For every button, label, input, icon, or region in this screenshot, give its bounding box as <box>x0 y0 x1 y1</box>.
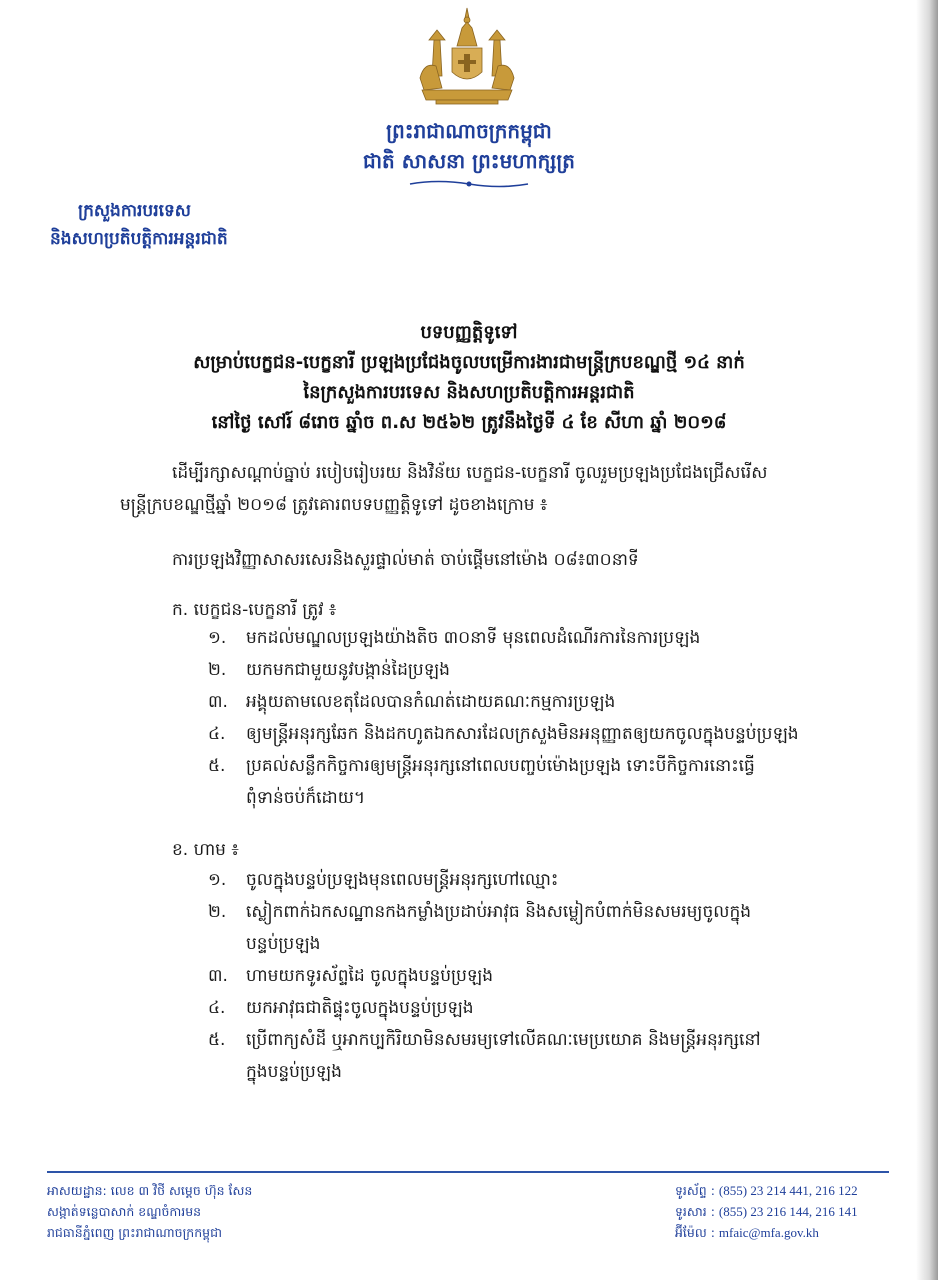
section-b-heading: ខ. ហាម ៖ <box>172 840 239 860</box>
fax-label: ទូរសារ : <box>675 1204 715 1219</box>
exam-date: នៅថ្ងៃ សៅរ៍ ៨រោច ឆ្នាំច ព.ស ២៥៦២ ត្រូវនឹងថ្ងៃទី ៤ ខែ សីហា ឆ្នាំ ២០១៨ <box>211 412 727 433</box>
list-item-number: ១. <box>208 628 227 648</box>
footer-address-line3: រាជធានីភ្នំពេញ ព្រះរាជាណាចក្រកម្ពុជា <box>47 1225 222 1240</box>
kingdom-name: ព្រះរាជាណាចក្រកម្ពុជា <box>386 119 552 143</box>
footer-phone <box>675 1183 858 1202</box>
list-item-number: ៥. <box>208 756 226 776</box>
document-subtitle-line2: នៃក្រសួងការបរទេស និងសហប្រតិបត្តិការអន្តរជាតិ <box>303 382 635 403</box>
list-item: ប្រគល់សន្លឹកកិច្ចការឲ្យមន្ត្រីអនុរក្សនៅពេលបញ្ចប់ម៉ោងប្រឡង ទោះបីកិច្ចការនោះធ្វើ <box>246 756 755 776</box>
national-motto: ជាតិ សាសនា ព្រះមហាក្សត្រ <box>363 149 575 173</box>
ministry-name-line1: ក្រសួងការបរទេស <box>78 201 191 221</box>
footer-divider <box>47 1171 889 1173</box>
document-title: បទបញ្ញត្តិទូទៅ <box>420 322 518 343</box>
ministry-name-line2: និងសហប្រតិបត្តិការអន្តរជាតិ <box>50 229 228 249</box>
list-item: ស្លៀកពាក់ឯកសណ្ឋានកងកម្លាំងប្រដាប់អាវុធ និងសម្លៀកបំពាក់មិនសមរម្យចូលក្នុង <box>246 902 752 922</box>
list-item: ហាមយកទូរស័ព្ទដៃ ចូលក្នុងបន្ទប់ប្រឡង <box>246 966 494 986</box>
list-item: មកដល់មណ្ឌលប្រឡងយ៉ាងតិច ៣០នាទី មុនពេលដំណើរការនៃការប្រឡង <box>246 628 701 648</box>
footer-address-line2: សង្កាត់ទន្លេបាសាក់ ខណ្ឌចំការមន <box>47 1204 202 1219</box>
footer-address-line1: អាសយដ្ឋាន: លេខ ៣ វិថី សម្តេច ហ៊ុន សែន <box>47 1183 253 1198</box>
footer-fax <box>675 1204 858 1223</box>
list-item-number: ១. <box>208 870 227 890</box>
fax-number: (855) 23 216 144, 216 141 <box>718 1204 858 1219</box>
list-item: ប្រើពាក្យសំដី ឬអាកប្បកិរិយាមិនសមរម្យទៅលើគណៈមេប្រយោគ និងមន្ត្រីអនុរក្សនៅ <box>246 1030 761 1050</box>
royal-emblem-icon <box>402 6 532 106</box>
list-item-continuation: ពុំទាន់ចប់ក៏ដោយ។ <box>246 788 366 808</box>
list-item-number: ៤. <box>208 724 226 744</box>
list-item: ចូលក្នុងបន្ទប់ប្រឡងមុនពេលមន្ត្រីអនុរក្សហៅឈ្មោះ <box>246 870 559 890</box>
list-item-number: ២. <box>208 902 227 922</box>
list-item: យកអាវុធជាតិផ្ទុះចូលក្នុងបន្ទប់ប្រឡង <box>246 998 474 1018</box>
list-item-continuation: បន្ទប់ប្រឡង <box>246 934 321 954</box>
list-item-number: ៣. <box>208 966 228 986</box>
exam-start-time: ការប្រឡងវិញ្ញាសាសរសេរនិងសួរផ្ទាល់មាត់ ចាប់ផ្តើមនៅម៉ោង ០៨៖៣០នាទី <box>172 550 639 570</box>
email-address[interactable]: mfaic@mfa.gov.kh <box>718 1225 819 1240</box>
phone-number: (855) 23 214 441, 216 122 <box>718 1183 858 1198</box>
list-item: អង្គុយតាមលេខតុដែលបានកំណត់ដោយគណៈកម្មការប្រឡង <box>246 692 616 712</box>
list-item-number: ៥. <box>208 1030 226 1050</box>
email-label: អ៊ីម៉ែល : <box>675 1225 715 1240</box>
list-item: ឲ្យមន្ត្រីអនុរក្សឆែក និងដកហូតឯកសារដែលក្រសួងមិនអនុញ្ញាតឲ្យយកចូលក្នុងបន្ទប់ប្រឡង <box>246 724 799 744</box>
intro-paragraph-line2: មន្ត្រីក្របខណ្ឌថ្មីឆ្នាំ ២០១៨ ត្រូវគោរពបទបញ្ញត្តិទូទៅ ដូចខាងក្រោម ៖ <box>120 495 548 515</box>
phone-label: ទូរស័ព្ទ : <box>675 1183 715 1198</box>
list-item-number: ៤. <box>208 998 226 1018</box>
list-item: យកមកជាមួយនូវបង្កាន់ដៃប្រឡង <box>246 660 450 680</box>
page-edge-shadow <box>916 0 938 1280</box>
list-item-number: ៣. <box>208 692 228 712</box>
ornament-divider-icon <box>408 178 530 190</box>
footer-email <box>675 1225 819 1244</box>
section-a-heading: ក. បេក្ខជន-បេក្ខនារី ត្រូវ ៖ <box>172 600 337 620</box>
intro-paragraph-line1: ដើម្បីរក្សាសណ្តាប់ធ្នាប់ របៀបរៀបរយ និងវិន័យ បេក្ខជន-បេក្ខនារី ចូលរួមប្រឡងប្រជែងជ្រើសរើស <box>172 463 768 483</box>
list-item-continuation: ក្នុងបន្ទប់ប្រឡង <box>246 1062 342 1082</box>
list-item-number: ២. <box>208 660 227 680</box>
document-subtitle-line1: សម្រាប់បេក្ខជន-បេក្ខនារី ប្រឡងប្រជែងចូលបម្រើការងារជាមន្ត្រីក្របខណ្ឌថ្មី ១៤ នាក់ <box>193 352 745 373</box>
